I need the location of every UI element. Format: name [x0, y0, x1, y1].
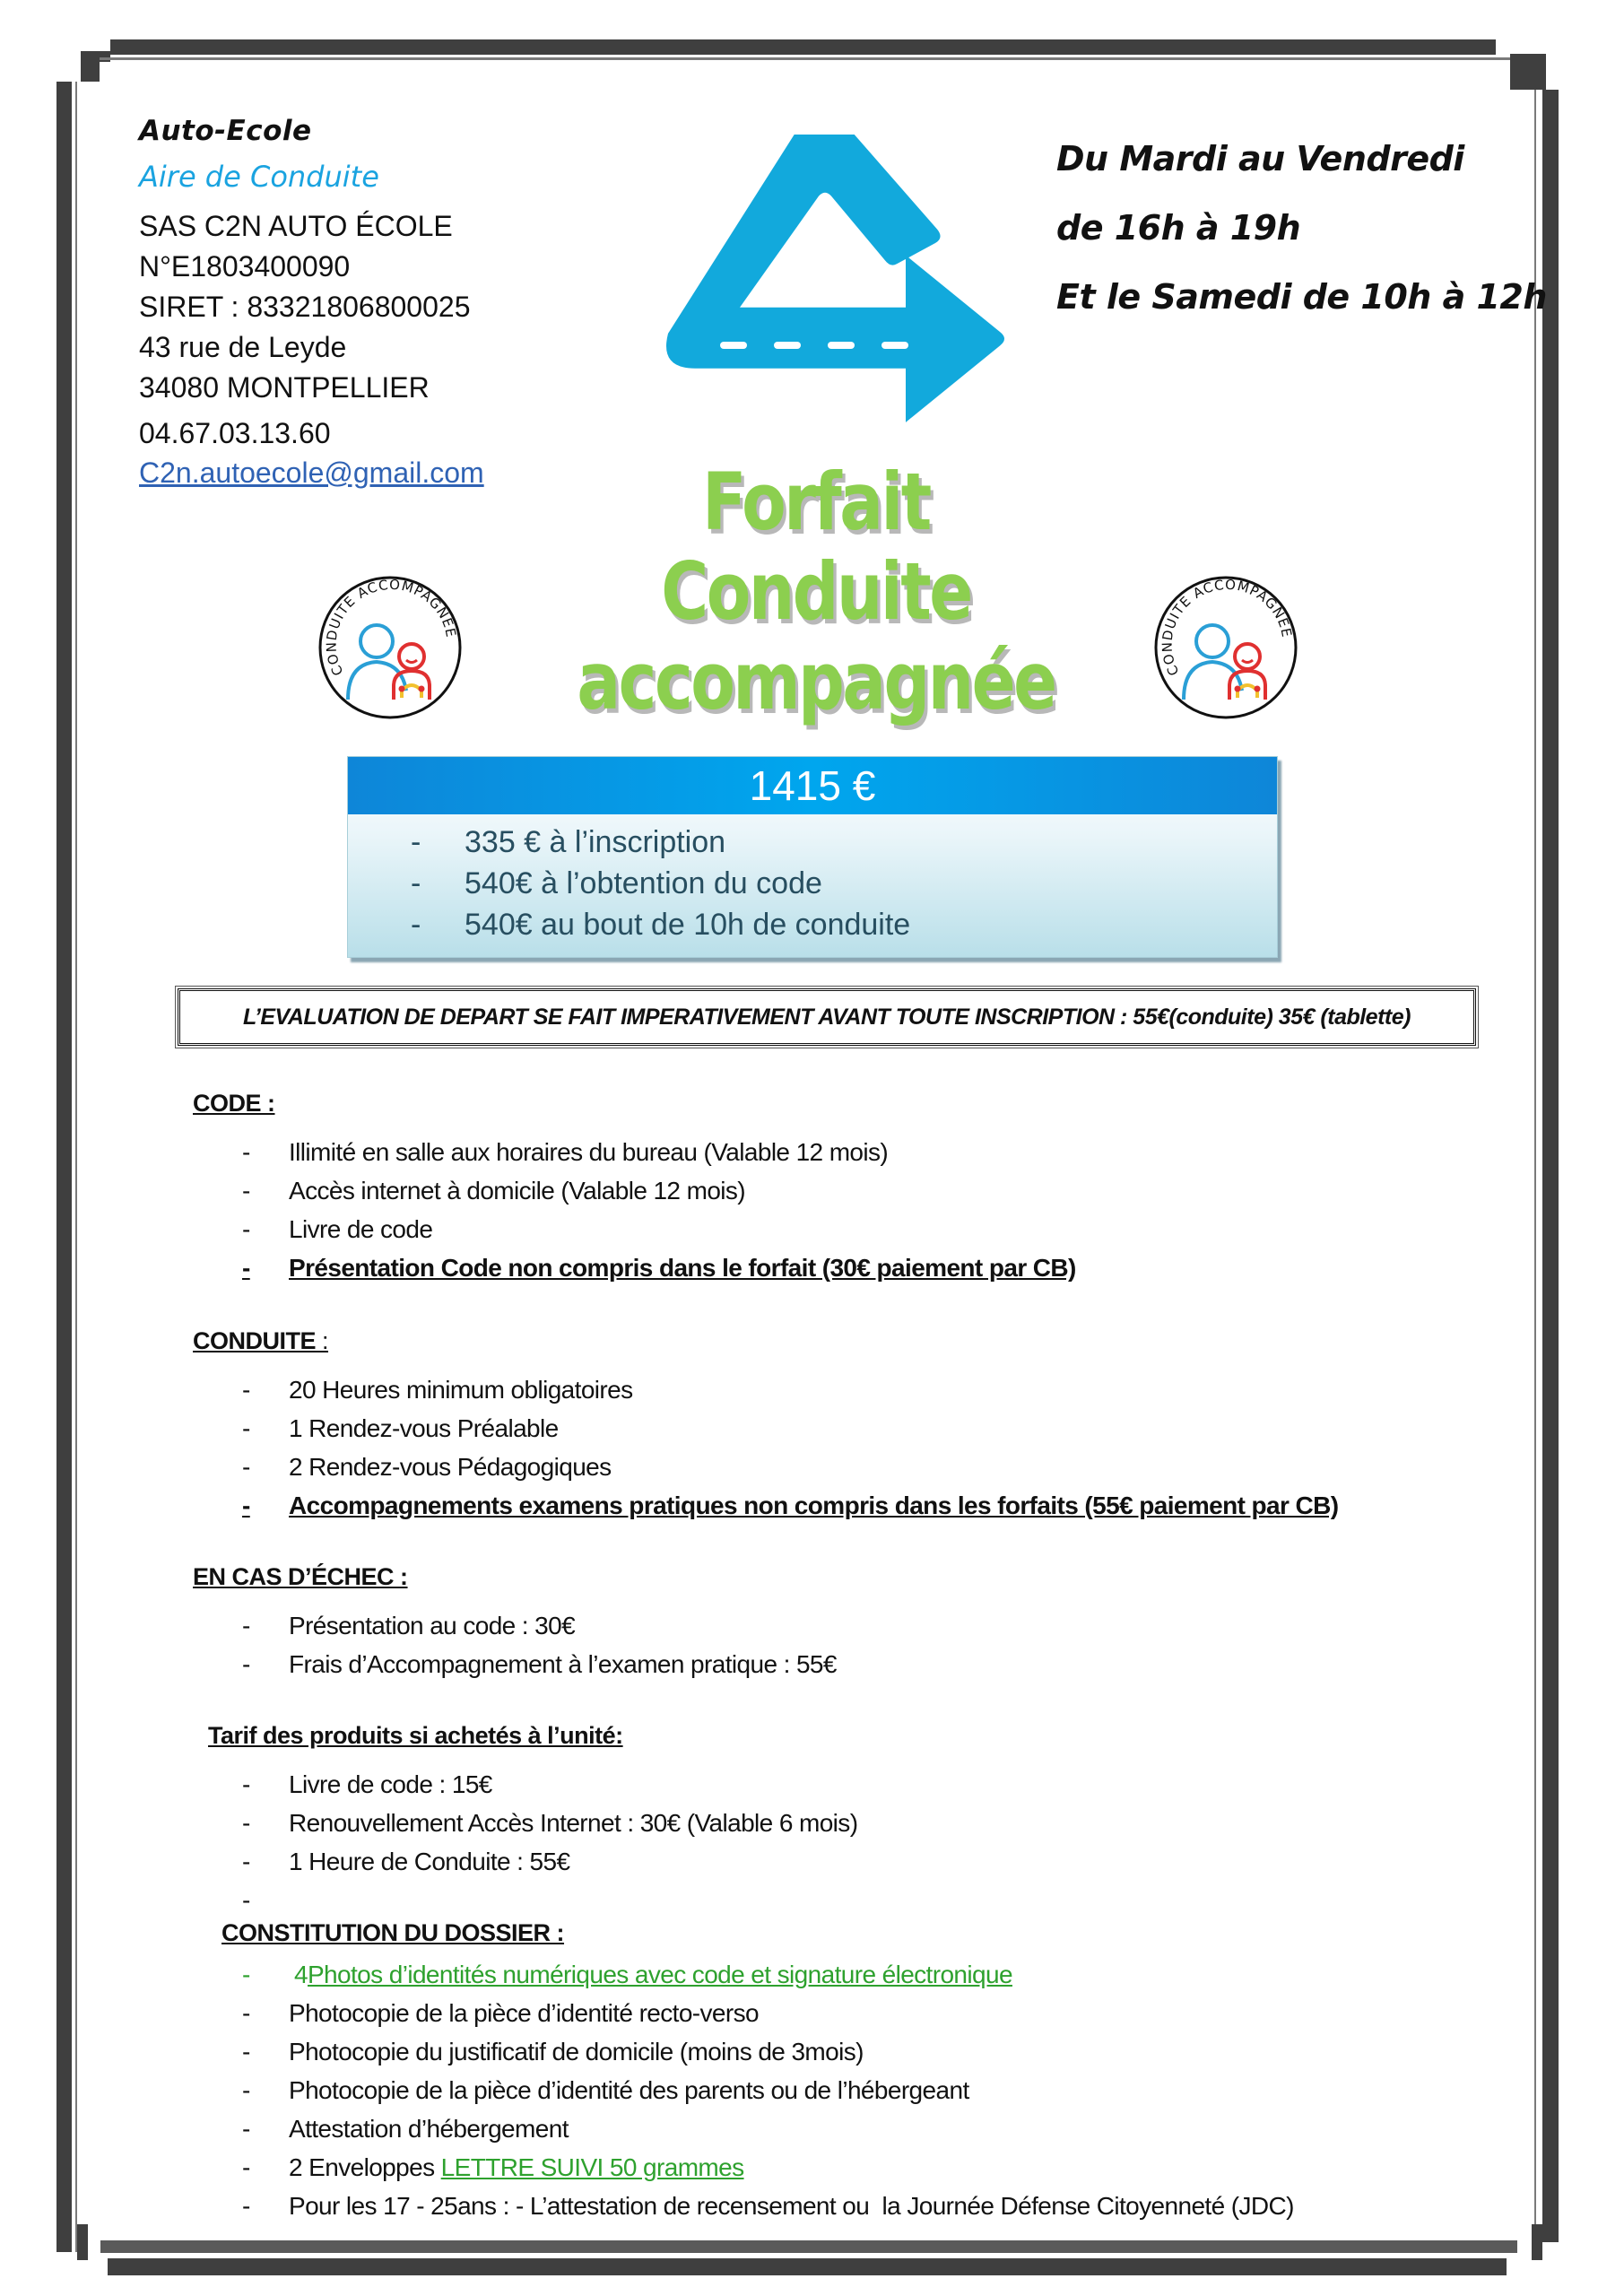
list-item — [193, 1804, 857, 1842]
list-item-text: Accompagnements examens pratiques non compris dans les forfaits (55€ paiement par CB) — [289, 1492, 1339, 1519]
frame-right-bar — [1542, 90, 1559, 2242]
section-title: EN CAS D’ÉCHEC : — [193, 1563, 408, 1590]
list-item-text: Livre de code — [289, 1215, 433, 1243]
installment-item — [411, 822, 1277, 863]
list-dash: - — [411, 866, 421, 900]
list-dash: - — [242, 1886, 250, 1914]
conduite-accompagnee-badge-icon — [317, 574, 465, 722]
list-item — [193, 1171, 1076, 1210]
section-title: CODE : — [193, 1090, 275, 1117]
conduite-accompagnee-badge-icon — [1152, 574, 1300, 722]
evaluation-notice — [178, 988, 1476, 1046]
opening-hours — [1056, 139, 1547, 346]
frame-top-bar — [110, 39, 1496, 55]
list-dash: - — [242, 1453, 250, 1481]
list-dash: - — [411, 825, 421, 859]
school-name: Aire de Conduite — [139, 160, 379, 194]
list-item-text: Accès internet à domicile (Valable 12 mois) — [289, 1177, 746, 1205]
installment-item — [411, 904, 1277, 945]
installment-text: 540€ au bout de 10h de conduite — [465, 908, 911, 942]
frame-corner — [81, 51, 110, 62]
installment-text: 540€ à l’obtention du code — [465, 866, 822, 900]
list-item — [193, 1210, 1076, 1248]
list-item — [193, 1486, 1338, 1525]
frame-top-line — [100, 57, 1516, 60]
list-dash: - — [242, 1650, 250, 1678]
city-address: 34080 MONTPELLIER — [139, 371, 430, 404]
list-dash: - — [242, 1215, 250, 1243]
section-tarif — [208, 1722, 857, 1919]
list-dash: - — [242, 2192, 250, 2220]
section-title-suffix: : — [316, 1327, 329, 1354]
school-contact-block — [139, 115, 484, 491]
list-item-text: 1 Rendez-vous Préalable — [289, 1414, 559, 1442]
photos-link[interactable]: Photos d’identités numériques avec code et signature électronique — [307, 1961, 1012, 1988]
frame-bottom-bar — [108, 2258, 1507, 2275]
installment-list — [348, 814, 1277, 945]
section-dossier — [221, 1919, 1294, 2225]
company-name: SAS C2N AUTO ÉCOLE — [139, 210, 453, 242]
total-price: 1415 € — [348, 757, 1277, 814]
list-item-text: 1 Heure de Conduite : 55€ — [289, 1848, 570, 1875]
list-item-text: Illimité en salle aux horaires du bureau (Valable 12 mois) — [289, 1138, 889, 1166]
street-address: 43 rue de Leyde — [139, 331, 347, 363]
title-line: Conduite — [661, 545, 971, 638]
list-item — [193, 1606, 837, 1645]
section-echec — [193, 1563, 837, 1683]
title-line: Forfait — [702, 456, 930, 548]
road-dash — [720, 342, 747, 349]
list-dash: - — [242, 1254, 250, 1282]
list-item — [193, 1994, 1294, 2032]
frame-right-line — [1534, 90, 1536, 2242]
list-item — [193, 2109, 1294, 2148]
frame-bottom-line — [100, 2240, 1517, 2253]
agreement-number: N°E1803400090 — [139, 250, 351, 283]
list-dash: - — [242, 1492, 250, 1519]
list-item-text: Présentation Code non compris dans le forfait (30€ paiement par CB) — [289, 1254, 1076, 1282]
list-item — [193, 1409, 1338, 1448]
list-item-text: Photocopie de la pièce d’identité recto-verso — [289, 1999, 760, 2027]
list-item — [193, 2071, 1294, 2109]
list-item — [193, 1881, 857, 1919]
list-item — [193, 2148, 1294, 2187]
frame-corner — [1510, 54, 1546, 90]
envelopes-link[interactable]: LETTRE SUIVI 50 grammes — [440, 2153, 744, 2181]
list-dash: - — [242, 2076, 250, 2104]
installment-text: 335 € à l’inscription — [465, 825, 726, 859]
email-link[interactable]: C2n.autoecole@gmail.com — [139, 457, 484, 489]
frame-corner — [77, 2224, 88, 2260]
road-dash — [828, 342, 855, 349]
list-item-text: Pour les 17 - 25ans : - L’attestation de recensement ou la Journée Défense Citoyenneté (JDC) — [289, 2192, 1294, 2220]
list-dash: - — [242, 1999, 250, 2027]
list-item — [193, 1448, 1338, 1486]
frame-left-line — [75, 82, 77, 2252]
badge-text: CONDUITE ACCOMPAGNÉE — [1159, 576, 1296, 679]
logo-road-arrow-icon — [641, 135, 1027, 430]
page-title — [559, 457, 1073, 726]
list-dash: - — [242, 1177, 250, 1205]
list-item — [193, 2187, 1294, 2225]
price-box — [347, 756, 1278, 958]
list-dash: - — [242, 2153, 250, 2181]
installment-item — [411, 863, 1277, 904]
section-code — [193, 1090, 1076, 1287]
list-item — [193, 1765, 857, 1804]
list-dash: - — [242, 1138, 250, 1166]
frame-corner — [1532, 2224, 1542, 2260]
list-dash: - — [242, 1376, 250, 1404]
section-title — [193, 1327, 1338, 1370]
list-item-text: 2 Enveloppes — [289, 2153, 441, 2181]
list-item — [193, 1955, 1294, 1994]
list-dash: - — [242, 1770, 250, 1798]
list-dash: - — [242, 1414, 250, 1442]
list-item — [193, 1133, 1076, 1171]
list-dash: - — [242, 1612, 250, 1639]
list-item — [193, 1370, 1338, 1409]
frame-left-bar — [56, 82, 72, 2252]
list-dash: - — [411, 908, 421, 942]
evaluation-text: L’EVALUATION DE DEPART SE FAIT IMPERATIVEMENT AVANT TOUTE INSCRIPTION : 55€(conduite) 35€ (tablette) — [243, 1004, 1411, 1030]
school-label: Auto-Ecole — [139, 115, 312, 147]
list-item-text: 2 Rendez-vous Pédagogiques — [289, 1453, 612, 1481]
list-dash: - — [242, 1848, 250, 1875]
hours-weekday-time: de 16h à 19h — [1056, 208, 1301, 248]
list-item — [193, 1842, 857, 1881]
road-dash — [881, 342, 908, 349]
section-title: Tarif des produits si achetés à l’unité: — [208, 1722, 623, 1749]
list-item-text: Photocopie du justificatif de domicile (moins de 3mois) — [289, 2038, 864, 2066]
list-dash: - — [242, 2115, 250, 2143]
list-item-text: 20 Heures minimum obligatoires — [289, 1376, 633, 1404]
list-dash: - — [242, 1961, 250, 1988]
siret-number: SIRET : 83321806800025 — [139, 291, 471, 323]
list-item — [193, 1645, 837, 1683]
road-dash — [774, 342, 801, 349]
title-line: accompagnée — [577, 635, 1055, 727]
list-item-text: Frais d’Accompagnement à l’examen pratique : 55€ — [289, 1650, 837, 1678]
list-item-text: Attestation d’hébergement — [289, 2115, 569, 2143]
hours-saturday: Et le Samedi de 10h à 12h — [1056, 277, 1547, 317]
list-dash: - — [242, 1809, 250, 1837]
list-item-text: Renouvellement Accès Internet : 30€ (Valable 6 mois) — [289, 1809, 858, 1837]
hours-weekdays: Du Mardi au Vendredi — [1056, 139, 1464, 178]
section-title-text: CONDUITE — [193, 1327, 316, 1354]
list-dash: - — [242, 2038, 250, 2066]
list-item — [193, 1248, 1076, 1287]
list-item-text: Livre de code : 15€ — [289, 1770, 492, 1798]
list-item-text: Présentation au code : 30€ — [289, 1612, 576, 1639]
badge-text: CONDUITE ACCOMPAGNÉE — [323, 576, 460, 679]
logo-shape — [666, 135, 1004, 422]
phone-number: 04.67.03.13.60 — [139, 417, 331, 449]
list-item-text: 4 — [294, 1961, 308, 1988]
list-item-text: Photocopie de la pièce d’identité des parents ou de l’hébergeant — [289, 2076, 969, 2104]
list-item — [193, 2032, 1294, 2071]
section-conduite — [193, 1327, 1338, 1525]
section-title: CONSTITUTION DU DOSSIER : — [221, 1919, 565, 1946]
